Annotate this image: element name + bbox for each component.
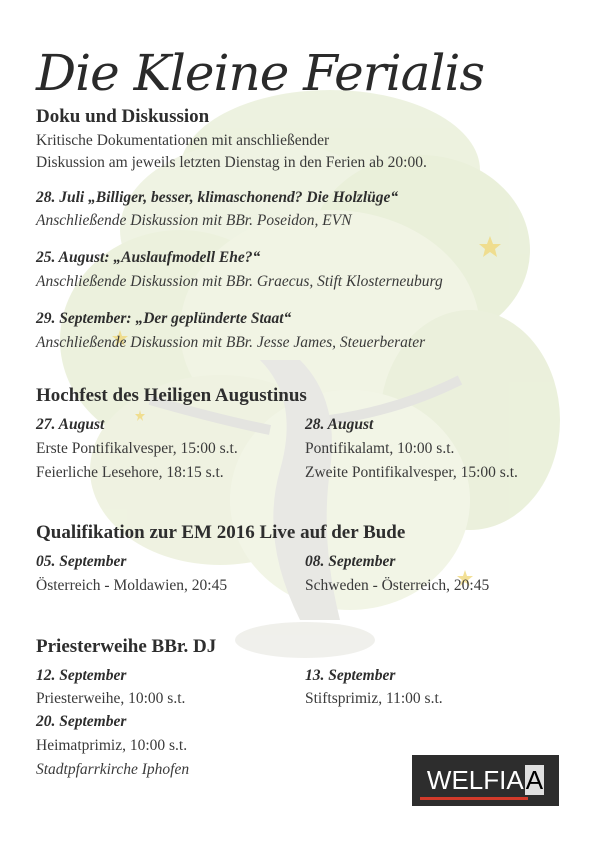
- logo-last-letter: A: [525, 765, 544, 795]
- logo-underline: [420, 797, 528, 800]
- date-label: 13. September: [305, 667, 396, 684]
- event-line: Priesterweihe, 10:00 s.t.: [36, 690, 186, 707]
- priester-heading: Priesterweihe BBr. DJ: [36, 636, 217, 657]
- doku-heading: Doku und Diskussion: [36, 106, 210, 127]
- event-line: Feierliche Lesehore, 18:15 s.t.: [36, 464, 224, 481]
- event-subtitle: Anschließende Diskussion mit BBr. Poseidon, EVN: [36, 212, 352, 229]
- date-label: 08. September: [305, 553, 396, 570]
- em-heading: Qualifikation zur EM 2016 Live auf der Bude: [36, 522, 406, 543]
- event-line: Schweden - Österreich, 20:45: [305, 577, 490, 594]
- date-label: 20. September: [36, 713, 127, 730]
- doku-intro-line2: Diskussion am jeweils letzten Dienstag in den Ferien ab 20:00.: [36, 154, 427, 171]
- event-line: Österreich - Moldawien, 20:45: [36, 577, 228, 594]
- event-title: 28. Juli „Billiger, besser, klimaschonend? Die Holzlüge“: [36, 189, 399, 206]
- event-subtitle: Anschließende Diskussion mit BBr. Graecus, Stift Klosterneuburg: [36, 273, 443, 290]
- date-label: 28. August: [305, 416, 374, 433]
- event-location: Stadtpfarrkirche Iphofen: [36, 761, 190, 778]
- doku-intro-line1: Kritische Dokumentationen mit anschließender: [36, 132, 330, 149]
- event-title: 29. September: „Der geplünderte Staat“: [36, 310, 292, 327]
- event-line: Heimatprimiz, 10:00 s.t.: [36, 737, 188, 754]
- date-label: 27. August: [36, 416, 105, 433]
- date-label: 05. September: [36, 553, 127, 570]
- event-title: 25. August: „Auslaufmodell Ehe?“: [36, 249, 261, 266]
- logo-text: WELFIAA: [426, 765, 544, 795]
- event-line: Pontifikalamt, 10:00 s.t.: [305, 440, 455, 457]
- event-subtitle: Anschließende Diskussion mit BBr. Jesse James, Steuerberater: [36, 334, 426, 351]
- welfia-logo: [412, 755, 559, 806]
- date-label: 12. September: [36, 667, 127, 684]
- event-line: Zweite Pontifikalvesper, 15:00 s.t.: [305, 464, 518, 481]
- event-line: Erste Pontifikalvesper, 15:00 s.t.: [36, 440, 238, 457]
- page-title: Die Kleine Ferialis: [36, 44, 485, 102]
- hochfest-heading: Hochfest des Heiligen Augustinus: [36, 385, 307, 406]
- event-line: Stiftsprimiz, 11:00 s.t.: [305, 690, 443, 707]
